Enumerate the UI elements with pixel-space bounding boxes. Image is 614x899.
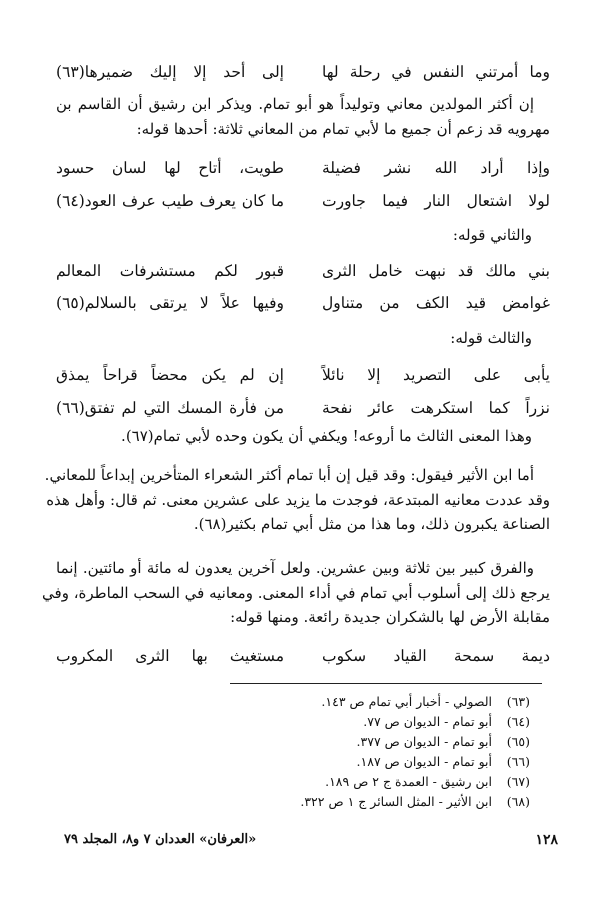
paragraph-line: أما ابن الأثير فيقول: وقد قيل إن أبا تمام أكثر الشعراء المتأخرين إبداعاً للمعاني. xyxy=(44,466,534,484)
poem-verse xyxy=(56,157,550,179)
section-label: والثالث قوله: xyxy=(450,329,532,347)
footnote-text: ابن رشيق - العمدة ج ٢ ص ١٨٩. xyxy=(325,774,492,789)
paragraph xyxy=(56,424,532,449)
verse-first-hemistich: بني مالك قد نبهت خامل الثرى xyxy=(322,262,550,280)
footnote-text: الصولي - أخبار أبي تمام ص ١٤٣. xyxy=(321,694,492,709)
footnote xyxy=(110,792,530,812)
verse-second-hemistich: طويت، أتاح لها لسان حسود xyxy=(56,159,284,177)
paragraph xyxy=(56,92,550,141)
footnote xyxy=(110,712,530,732)
footnote-number: (٦٦) xyxy=(506,754,530,769)
verse-second-hemistich: قبور لكم مستشرفات المعالم xyxy=(56,262,284,280)
poem-verse xyxy=(56,61,550,83)
verse-second-hemistich: ما كان يعرف طيب عرف العود(٦٤) xyxy=(56,192,284,210)
paragraph xyxy=(42,556,550,630)
verse-second-hemistich: مستغيث بها الثرى المكروب xyxy=(56,647,284,665)
poem-verse xyxy=(56,397,550,419)
footnote xyxy=(110,732,530,752)
verse-first-hemistich: نزراً كما استكرهت عائر نفحة xyxy=(322,399,550,417)
footnote-number: (٦٣) xyxy=(506,694,530,709)
verse-second-hemistich: من فأرة المسك التي لم تفتق(٦٦) xyxy=(56,399,284,417)
section-label: والثاني قوله: xyxy=(452,226,532,244)
paragraph-line: مقابلة الأرض لها بالشكران جديدة رائعة. ومنها قوله: xyxy=(230,608,550,626)
verse-first-hemistich: وإذا أراد الله نشر فضيلة xyxy=(322,159,550,177)
footnote-number: (٦٤) xyxy=(506,714,530,729)
footnote-number: (٦٧) xyxy=(506,774,530,789)
footnote-text: أبو تمام - الديوان ص ٣٧٧. xyxy=(356,734,492,749)
poem-verse xyxy=(56,292,550,314)
paragraph-line: وقد عددت معانيه المبتدعة، فوجدت ما يزيد على عشرين معنى. ثم قال: وأهل هذه xyxy=(46,490,550,509)
verse-first-hemistich: وما أمرتني النفس في رحلة لها xyxy=(322,63,550,81)
verse-second-hemistich: إلى أحد إلا إليك ضميرها(٦٣) xyxy=(56,63,284,81)
page-number: ١٢٨ xyxy=(535,832,558,848)
verse-first-hemistich: غوامض قيد الكف من متناول xyxy=(322,294,550,312)
paragraph-line: مهرويه قد زعم أن جميع ما لأبي تمام من المعاني ثلاثة: أحدها قوله: xyxy=(136,119,550,138)
paragraph-line: وهذا المعنى الثالث ما أروعه! ويكفي أن يكون وحده لأبي تمام(٦٧). xyxy=(121,427,532,445)
paragraph xyxy=(44,463,550,537)
poem-verse xyxy=(56,645,550,667)
paragraph-line: الصناعة يكبرون ذلك، وما هذا من مثل أبي تمام بكثير(٦٨). xyxy=(193,515,550,533)
footnote-divider xyxy=(230,683,542,684)
footnote xyxy=(110,772,530,792)
paragraph-line: يرجع ذلك إلى أسلوب أبي تمام في أداء المعنى. ومعانيه في السحب الماطرة، وفي xyxy=(42,583,550,602)
poem-verse xyxy=(56,364,550,386)
poem-verse xyxy=(56,190,550,212)
verse-first-hemistich: لولا اشتعال النار فيما جاورت xyxy=(322,192,550,210)
footnote-text: أبو تمام - الديوان ص ١٨٧. xyxy=(356,754,492,769)
footnote-text: أبو تمام - الديوان ص ٧٧. xyxy=(363,714,492,729)
page-footer xyxy=(64,830,558,850)
poem-verse xyxy=(56,260,550,282)
journal-name: «العرفان» العددان ٧ و٨، المجلد ٧٩ xyxy=(64,832,257,847)
paragraph-line: إن أكثر المولدين معاني وتوليداً هو أبو تمام. ويذكر ابن رشيق أن القاسم بن xyxy=(56,95,534,113)
verse-second-hemistich: إن لم يكن محضاً قراحاً يمذق xyxy=(56,366,284,384)
verse-first-hemistich: يأبى على التصريد إلا نائلاً xyxy=(322,366,550,384)
footnotes xyxy=(110,692,530,812)
footnote-number: (٦٨) xyxy=(506,794,530,809)
footnote-text: ابن الأثير - المثل السائر ج ١ ص ٣٢٢. xyxy=(300,794,492,809)
paragraph-line: والفرق كبير بين ثلاثة وبين عشرين. ولعل آخرين يعدون له مائة أو مائتين. إنما xyxy=(56,559,534,577)
verse-first-hemistich: ديمة سمحة القياد سكوب xyxy=(322,647,550,665)
footnote-number: (٦٥) xyxy=(506,734,530,749)
footnote xyxy=(110,692,530,712)
footnote xyxy=(110,752,530,772)
verse-second-hemistich: وفيها علاً لا يرتقى بالسلالم(٦٥) xyxy=(56,294,284,312)
